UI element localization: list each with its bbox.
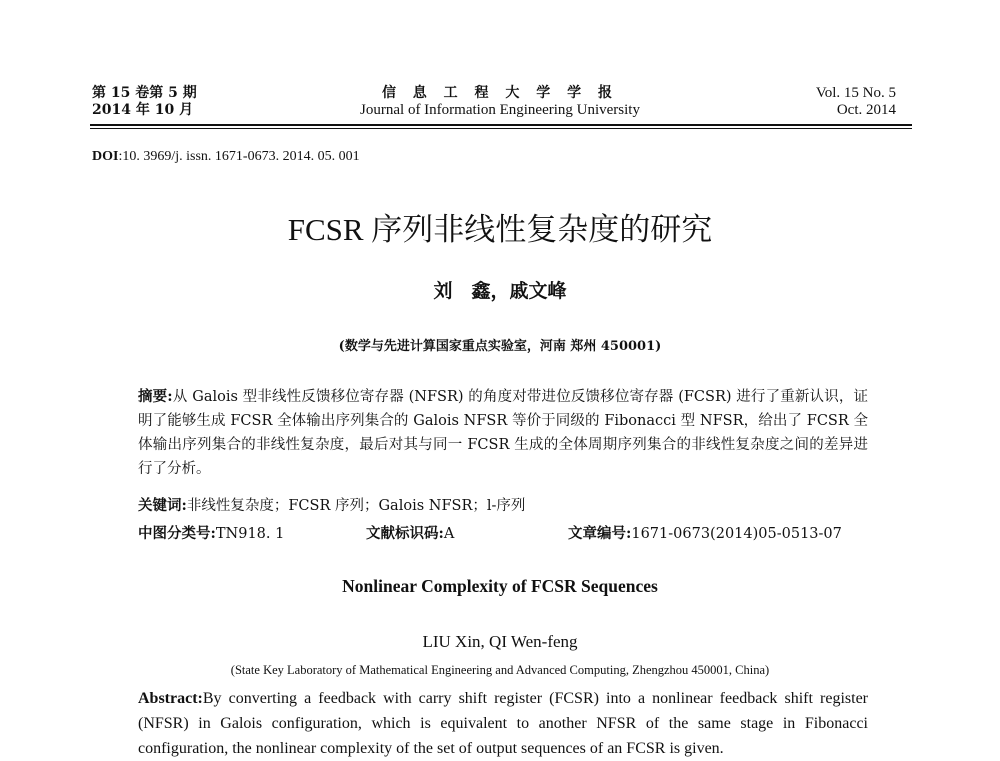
header-rule-thin — [90, 128, 912, 129]
affiliation-zh: (数学与先进计算国家重点实验室，河南 郑州 450001) — [338, 339, 662, 354]
clc-value: TN918. 1 — [215, 526, 285, 542]
header-right — [816, 85, 896, 119]
paper-title-en: Nonlinear Complexity of FCSR Sequences — [342, 576, 658, 596]
date-zh: 2014 年 10 月 — [92, 102, 194, 118]
doi-value: :10. 3969/j. issn. 1671-0673. 2014. 05. 001 — [118, 149, 360, 164]
journal-name-zh: 信 息 工 程 大 学 学 报 — [381, 85, 619, 101]
doi-label: DOI — [92, 149, 119, 164]
keywords-zh-label: 关键词: — [138, 497, 187, 514]
doc-code-label: 文献标识码: — [366, 525, 444, 542]
paper-title-zh: FCSR 序列非线性复杂度的研究 — [287, 212, 713, 247]
doi-line — [92, 149, 360, 165]
abstract-en-text: By converting a feedback with carry shift register (FCSR) into a nonlinear feedback shift register (NFSR) in Galois configuration, which is equivalent to another NFSR of the same stage in Fibonacci configuration, the nonlinear complexity of the set of output sequences of an FCSR is given. — [138, 690, 868, 757]
authors-zh: 刘 鑫，戚文峰 — [433, 280, 567, 302]
doc-code-value: A — [443, 526, 455, 542]
keywords-zh — [138, 494, 868, 515]
journal-name-en: Journal of Information Engineering University — [360, 102, 640, 118]
keywords-zh-text: 非线性复杂度；FCSR 序列；Galois NFSR；l-序列 — [186, 498, 526, 514]
clc-label: 中图分类号: — [138, 525, 216, 542]
article-no-label: 文章编号: — [568, 525, 632, 542]
volume-issue-en: Vol. 15 No. 5 — [815, 85, 896, 101]
article-number — [568, 522, 842, 543]
abstract-en — [138, 686, 868, 761]
date-en: Oct. 2014 — [836, 102, 896, 118]
header-left — [92, 85, 197, 119]
affiliation-en: (State Key Laboratory of Mathematical Engineering and Advanced Computing, Zhengzhou 450001, China) — [230, 663, 770, 677]
clc-number — [138, 522, 284, 543]
header-rule-thick — [90, 124, 912, 126]
abstract-zh-label: 摘要: — [138, 388, 173, 405]
abstract-en-label: Abstract: — [138, 690, 203, 707]
volume-issue-zh: 第 15 卷第 5 期 — [92, 85, 197, 101]
abstract-zh-text: 从 Galois 型非线性反馈移位寄存器 (NFSR) 的角度对带进位反馈移位寄存器 (FCSR) 进行了重新认识，证明了能够生成 FCSR 全体输出序列集合的 Galois NFSR 等价于同级的 Fibonacci 型 NFSR，给出了 FCSR 全体输出序列集合的非线性复杂度，最后对其与同一 FCSR 生成的全体周期序列集合的非线性复杂度之间的差异进行了分析。 — [138, 389, 869, 477]
authors-en: LIU Xin, QI Wen-feng — [422, 632, 578, 651]
header-center — [300, 85, 700, 119]
abstract-zh — [138, 385, 868, 481]
article-no-value: 1671-0673(2014)05-0513-07 — [631, 526, 842, 542]
document-code — [366, 522, 454, 543]
